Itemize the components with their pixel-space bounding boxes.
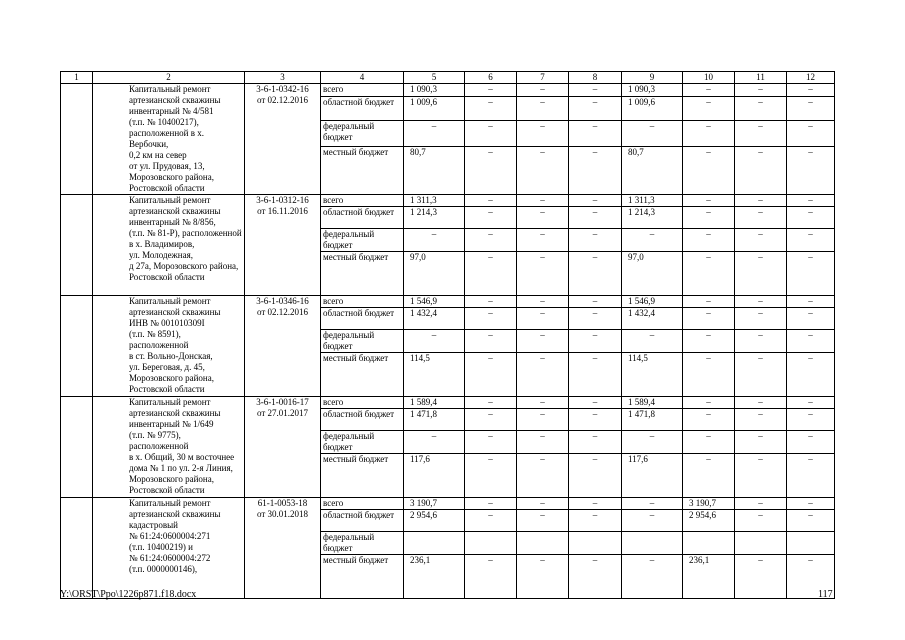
table-cell: 80,7 <box>404 146 465 194</box>
object-name-line: в ст. Вольно-Донская, <box>129 351 213 361</box>
table-cell <box>61 84 93 195</box>
object-name-line: от ул. Прудовая, 13, <box>129 161 205 171</box>
table-cell: 1 311,3 <box>622 195 683 207</box>
table-cell: – <box>683 97 735 121</box>
table-cell: – <box>683 252 735 296</box>
funding-source: местный бюджет <box>321 252 404 296</box>
object-name-line: инвентарный № 4/581 <box>129 106 214 116</box>
table-cell: – <box>569 97 622 121</box>
table-cell: – <box>787 97 835 121</box>
table-cell: – <box>517 555 569 599</box>
table-cell: – <box>787 397 835 409</box>
table-cell: 236,1 <box>404 555 465 599</box>
table-cell <box>61 397 93 498</box>
table-cell: – <box>735 330 787 353</box>
table-cell: – <box>569 555 622 599</box>
table-cell: – <box>683 308 735 330</box>
table-cell <box>683 532 735 555</box>
table-cell: 3 190,7 <box>683 498 735 510</box>
table-cell: – <box>517 296 569 308</box>
object-code-line: от 02.12.2016 <box>256 307 309 317</box>
object-name <box>93 397 245 498</box>
table-cell: 1 546,9 <box>404 296 465 308</box>
table-cell: – <box>787 207 835 229</box>
table-cell: – <box>465 252 517 296</box>
funding-source: местный бюджет <box>321 555 404 599</box>
table-cell: – <box>735 146 787 194</box>
table-cell: 1 090,3 <box>404 84 465 97</box>
table-cell: 1 589,4 <box>622 397 683 409</box>
table-cell: – <box>517 84 569 97</box>
object-name-line: артезианской скважины <box>129 95 221 105</box>
table-cell: – <box>569 84 622 97</box>
table-cell: – <box>683 195 735 207</box>
table-cell: – <box>465 121 517 146</box>
table-cell: – <box>569 229 622 252</box>
table-cell: – <box>622 498 683 510</box>
table-cell: – <box>683 454 735 498</box>
table-cell: – <box>465 97 517 121</box>
table-cell: – <box>569 353 622 397</box>
table-cell: – <box>569 308 622 330</box>
funding-source: федеральный бюджет <box>321 431 404 454</box>
table-row <box>61 195 835 207</box>
table-cell: – <box>787 330 835 353</box>
object-name-line: Капитальный ремонт <box>129 84 211 94</box>
object-code-line: от 27.01.2017 <box>256 408 309 418</box>
funding-source: областной бюджет <box>321 207 404 229</box>
table-cell: – <box>569 409 622 431</box>
object-code-line: от 16.11.2016 <box>257 206 308 216</box>
object-code <box>245 498 321 599</box>
header-row <box>61 72 835 84</box>
table-cell: – <box>517 207 569 229</box>
object-code-line: от 30.01.2018 <box>256 509 309 519</box>
table-cell: – <box>683 431 735 454</box>
object-code <box>245 195 321 296</box>
object-name-line: ул. Береговая, д. 45, <box>129 362 205 372</box>
table-cell: – <box>569 146 622 194</box>
table-cell: – <box>622 229 683 252</box>
funding-source: всего <box>321 498 404 510</box>
funding-source: всего <box>321 195 404 207</box>
table-cell: 1 471,8 <box>404 409 465 431</box>
table-cell: – <box>787 84 835 97</box>
table-cell: 1 589,4 <box>404 397 465 409</box>
funding-source: областной бюджет <box>321 97 404 121</box>
object-name-line: артезианской скважины <box>129 206 221 216</box>
object-code-line: 3-6-1-0312-16 <box>256 195 309 205</box>
object-name <box>93 498 245 599</box>
table-cell: – <box>683 353 735 397</box>
table-cell: – <box>465 454 517 498</box>
object-name-line: № 61:24:0600004:272 <box>129 553 211 563</box>
funding-source: всего <box>321 84 404 97</box>
object-name-line: Ростовской области <box>129 384 205 394</box>
table-cell <box>404 532 465 555</box>
table-cell: – <box>465 431 517 454</box>
table-cell: – <box>735 252 787 296</box>
table-cell: 97,0 <box>622 252 683 296</box>
table-cell: 1 432,4 <box>404 308 465 330</box>
table-cell: – <box>735 195 787 207</box>
object-code-line: от 02.12.2016 <box>256 95 309 105</box>
table-cell: – <box>517 409 569 431</box>
column-number: 6 <box>465 72 517 84</box>
table-cell: – <box>569 252 622 296</box>
table-cell <box>622 532 683 555</box>
funding-source: местный бюджет <box>321 353 404 397</box>
object-name-line: артезианской скважины <box>129 408 221 418</box>
table-cell: – <box>787 296 835 308</box>
table-cell: – <box>404 229 465 252</box>
table-cell: – <box>465 353 517 397</box>
table-cell: – <box>517 252 569 296</box>
table-cell: 1 009,6 <box>404 97 465 121</box>
table-cell: – <box>569 296 622 308</box>
table-cell: – <box>569 431 622 454</box>
object-code-line: 3-6-1-0016-17 <box>256 397 309 407</box>
table-cell: – <box>404 121 465 146</box>
object-name-line: Капитальный ремонт <box>129 397 211 407</box>
table-cell: 1 546,9 <box>622 296 683 308</box>
table-cell: – <box>735 296 787 308</box>
table-cell: – <box>622 330 683 353</box>
table-cell: – <box>517 330 569 353</box>
object-name-line: д 27а, Морозовского района, <box>129 261 239 271</box>
table-cell: – <box>735 431 787 454</box>
table-cell: – <box>683 229 735 252</box>
table-cell: – <box>735 397 787 409</box>
object-name-line: (т.п. № 8591), расположенной <box>129 329 189 350</box>
table-cell: – <box>569 454 622 498</box>
table-cell: – <box>517 97 569 121</box>
page-number: 117 <box>818 589 833 600</box>
table-cell: – <box>787 555 835 599</box>
funding-source: федеральный бюджет <box>321 229 404 252</box>
table-cell: – <box>787 195 835 207</box>
object-name-line: (т.п. № 81-Р), расположенной <box>129 228 242 238</box>
object-name-line: дома № 1 по ул. 2-я Линия, <box>129 463 233 473</box>
funding-source: федеральный бюджет <box>321 532 404 555</box>
table-cell: – <box>465 146 517 194</box>
object-name-line: Ростовской области <box>129 485 205 495</box>
table-cell: 1 432,4 <box>622 308 683 330</box>
table-cell: 2 954,6 <box>683 510 735 532</box>
table-cell: – <box>683 296 735 308</box>
object-code <box>245 84 321 195</box>
table-cell: – <box>465 409 517 431</box>
funding-source: местный бюджет <box>321 454 404 498</box>
object-name-line: № 61:24:0600004:271 <box>129 531 211 541</box>
table-cell: – <box>517 510 569 532</box>
table-cell: – <box>735 409 787 431</box>
table-cell: – <box>569 397 622 409</box>
table-cell: – <box>465 296 517 308</box>
table-cell: – <box>465 84 517 97</box>
table-cell: – <box>735 454 787 498</box>
object-name-line: ул. Молодежная, <box>129 250 193 260</box>
table-cell: 114,5 <box>404 353 465 397</box>
object-name-line: Капитальный ремонт <box>129 195 211 205</box>
table-cell: – <box>787 252 835 296</box>
object-name-line: (т.п. 0000000146), <box>129 564 198 574</box>
table-cell: – <box>569 330 622 353</box>
column-number: 8 <box>569 72 622 84</box>
funding-source: всего <box>321 397 404 409</box>
table-cell <box>61 498 93 599</box>
table-cell: 117,6 <box>622 454 683 498</box>
object-code-line: 3-6-1-0346-16 <box>256 296 309 306</box>
object-name-line: в х. Владимиров, <box>129 239 195 249</box>
table-cell: – <box>787 409 835 431</box>
table-row <box>61 84 835 97</box>
table-cell: – <box>735 510 787 532</box>
table-cell: – <box>569 510 622 532</box>
object-name-line: Капитальный ремонт <box>129 498 211 508</box>
table-row <box>61 498 835 510</box>
table-cell: – <box>465 330 517 353</box>
table-cell: 1 311,3 <box>404 195 465 207</box>
object-name-line: инвентарный № 1/649 <box>129 419 214 429</box>
object-name-line: Ростовской области <box>129 272 205 282</box>
table-cell: – <box>735 555 787 599</box>
table-cell: – <box>465 229 517 252</box>
table-cell: – <box>517 308 569 330</box>
object-name-line: инвентарный № 8/856, <box>129 217 216 227</box>
table-cell: 1 471,8 <box>622 409 683 431</box>
table-cell: – <box>465 195 517 207</box>
table-cell: – <box>683 409 735 431</box>
object-name <box>93 296 245 397</box>
table-cell: – <box>735 498 787 510</box>
object-name-line: (т.п. № 10400217), <box>129 117 199 127</box>
table-cell: 1 090,3 <box>622 84 683 97</box>
file-path: Y:\ORST\Ppo\1226p871.f18.docx <box>60 589 197 600</box>
table-cell <box>735 532 787 555</box>
table-row <box>61 296 835 308</box>
budget-table <box>60 71 835 599</box>
table-cell: – <box>465 555 517 599</box>
table-cell <box>517 532 569 555</box>
table-cell: – <box>683 397 735 409</box>
table-cell: 1 214,3 <box>622 207 683 229</box>
column-number: 11 <box>735 72 787 84</box>
object-name-line: (т.п. № 9775), расположенной <box>129 430 189 451</box>
object-name <box>93 84 245 195</box>
table-cell: – <box>465 510 517 532</box>
table-cell: – <box>622 510 683 532</box>
funding-source: областной бюджет <box>321 409 404 431</box>
table-cell <box>465 532 517 555</box>
table-cell: 114,5 <box>622 353 683 397</box>
object-name-line: кадастровый <box>129 520 178 530</box>
table-cell: – <box>569 498 622 510</box>
funding-source: федеральный бюджет <box>321 121 404 146</box>
table-cell <box>787 532 835 555</box>
column-number: 5 <box>404 72 465 84</box>
table-cell: – <box>465 308 517 330</box>
object-name-line: в х. Общий, 30 м восточнее <box>129 452 235 462</box>
funding-source: всего <box>321 296 404 308</box>
table-cell: – <box>683 146 735 194</box>
funding-source: областной бюджет <box>321 510 404 532</box>
table-cell: – <box>683 330 735 353</box>
table-cell: – <box>683 207 735 229</box>
table-cell: – <box>735 229 787 252</box>
table-cell: – <box>622 555 683 599</box>
object-name-line: Морозовского района, <box>129 172 214 182</box>
table-cell: – <box>517 146 569 194</box>
table-cell: – <box>404 330 465 353</box>
object-name-line: (т.п. 10400219) и <box>129 542 193 552</box>
table-cell: – <box>735 308 787 330</box>
table-cell: – <box>787 308 835 330</box>
table-cell: – <box>787 498 835 510</box>
table-cell: 80,7 <box>622 146 683 194</box>
object-name-line: Капитальный ремонт <box>129 296 211 306</box>
table-cell: – <box>735 97 787 121</box>
object-name-line: артезианской скважины <box>129 307 221 317</box>
object-code <box>245 296 321 397</box>
table-cell: 1 009,6 <box>622 97 683 121</box>
column-number: 1 <box>61 72 93 84</box>
table-cell: – <box>517 498 569 510</box>
table-cell: – <box>787 121 835 146</box>
object-code <box>245 397 321 498</box>
table-cell: – <box>517 121 569 146</box>
table-cell <box>61 195 93 296</box>
object-name-line: Морозовского района, <box>129 474 214 484</box>
funding-source: областной бюджет <box>321 308 404 330</box>
table-cell: – <box>787 353 835 397</box>
object-name-line: Морозовского района, <box>129 373 214 383</box>
table-cell: – <box>517 229 569 252</box>
table-cell: – <box>735 121 787 146</box>
column-number: 3 <box>245 72 321 84</box>
table-cell: 1 214,3 <box>404 207 465 229</box>
table-cell: 97,0 <box>404 252 465 296</box>
table-cell: – <box>622 431 683 454</box>
table-cell: – <box>517 353 569 397</box>
column-number: 10 <box>683 72 735 84</box>
table-cell <box>61 296 93 397</box>
column-number: 2 <box>93 72 245 84</box>
column-number: 9 <box>622 72 683 84</box>
table-cell: – <box>517 195 569 207</box>
table-cell: – <box>787 431 835 454</box>
column-number: 12 <box>787 72 835 84</box>
table-cell: – <box>787 229 835 252</box>
object-name-line: Ростовской области <box>129 183 205 193</box>
object-name-line: ИНВ № 001010309I <box>129 318 205 328</box>
table-cell <box>569 532 622 555</box>
column-number: 4 <box>321 72 404 84</box>
object-code-line: 61-1-0053-18 <box>257 498 308 508</box>
table-cell: – <box>735 207 787 229</box>
table-cell: – <box>735 353 787 397</box>
object-name-line: артезианской скважины <box>129 509 221 519</box>
table-cell: – <box>517 397 569 409</box>
table-cell: – <box>622 121 683 146</box>
object-name-line: расположенной в х. Вербочки, <box>129 128 204 149</box>
table-cell: 3 190,7 <box>404 498 465 510</box>
object-name-line: 0,2 км на север <box>129 150 187 160</box>
table-cell: – <box>465 397 517 409</box>
object-name <box>93 195 245 296</box>
table-cell: – <box>465 498 517 510</box>
table-cell: – <box>569 195 622 207</box>
table-cell: 2 954,6 <box>404 510 465 532</box>
table-cell: – <box>569 207 622 229</box>
table-cell: – <box>683 121 735 146</box>
table-row <box>61 397 835 409</box>
table-cell: 117,6 <box>404 454 465 498</box>
table-cell: 236,1 <box>683 555 735 599</box>
table-cell: – <box>517 454 569 498</box>
table-cell: – <box>787 454 835 498</box>
table-cell: – <box>517 431 569 454</box>
table-cell: – <box>569 121 622 146</box>
table-cell: – <box>683 84 735 97</box>
funding-source: федеральный бюджет <box>321 330 404 353</box>
column-number: 7 <box>517 72 569 84</box>
table-cell: – <box>787 146 835 194</box>
table-cell: – <box>787 510 835 532</box>
object-code-line: 3-6-1-0342-16 <box>256 84 309 94</box>
table-cell: – <box>404 431 465 454</box>
table-cell: – <box>735 84 787 97</box>
table-cell: – <box>465 207 517 229</box>
funding-source: местный бюджет <box>321 146 404 194</box>
